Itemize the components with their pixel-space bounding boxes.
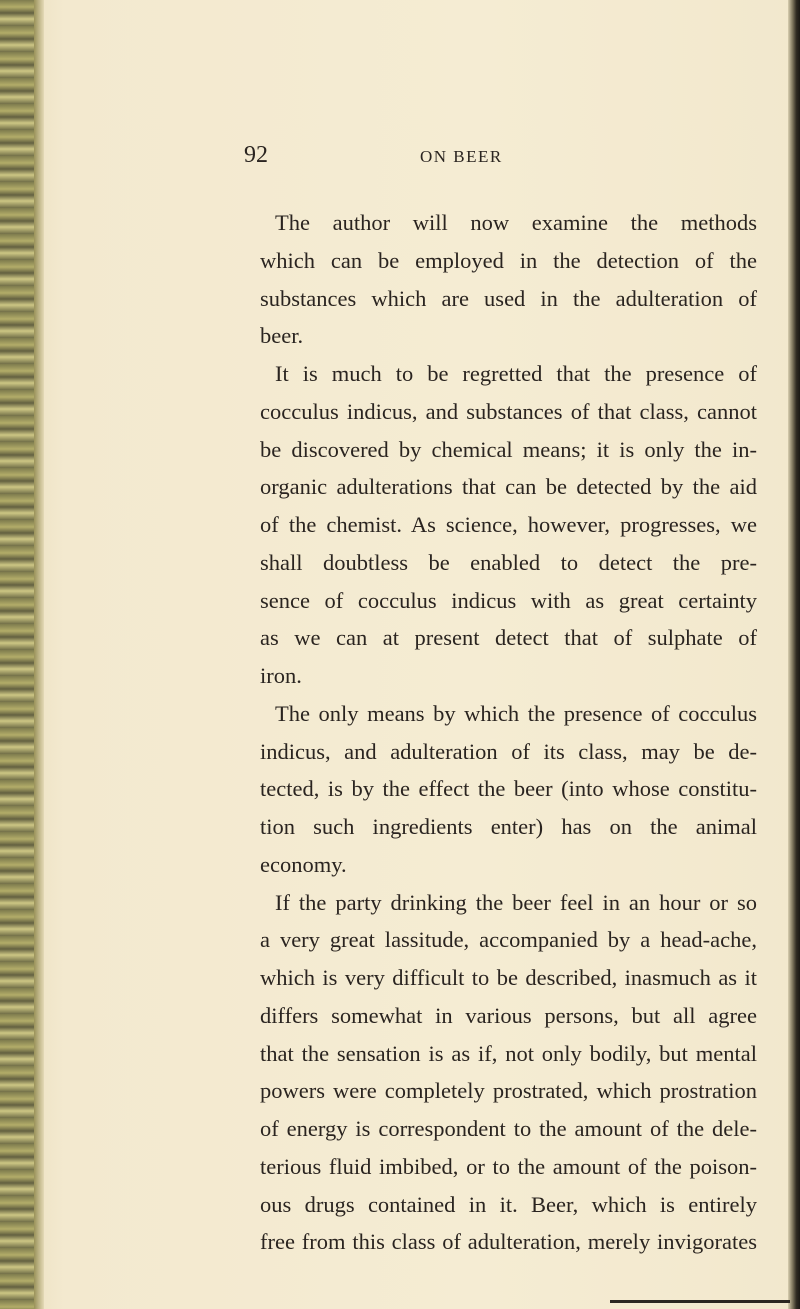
text-line: terious fluid imbibed, or to the amount of the poison- bbox=[260, 1153, 757, 1179]
text-line: which can be employed in the detection of the bbox=[260, 247, 757, 273]
body-text bbox=[260, 204, 757, 1261]
text-line: The author will now examine the methods bbox=[275, 210, 757, 235]
text-line: powers were completely prostrated, which prostration bbox=[260, 1078, 757, 1104]
text-line: be discovered by chemical means; it is only the in- bbox=[260, 436, 757, 462]
binding-shadow bbox=[34, 0, 44, 1309]
page-right-edge bbox=[788, 0, 800, 1309]
text-line: tion such ingredients enter) has on the animal bbox=[260, 814, 757, 839]
text-line: tected, is by the effect the beer (into whose constitu- bbox=[260, 776, 757, 802]
text-line: If the party drinking the beer feel in an hour or so bbox=[275, 889, 757, 915]
text-line: of the chemist. As science, however, progresses, we bbox=[260, 512, 757, 537]
text-line: sence of cocculus indicus with as great certainty bbox=[260, 587, 757, 613]
text-line: organic adulterations that can be detected by the aid bbox=[260, 474, 757, 500]
page-number: 92 bbox=[244, 142, 268, 168]
text-line: shall doubtless be enabled to detect the pre- bbox=[260, 549, 757, 575]
book-binding-edge bbox=[0, 0, 34, 1309]
text-line: economy. bbox=[260, 851, 347, 877]
text-line: as we can at present detect that of sulphate of bbox=[260, 625, 757, 651]
text-line: indicus, and adulteration of its class, may be de- bbox=[260, 738, 757, 764]
text-line: free from this class of adulteration, merely invigorates bbox=[260, 1229, 757, 1255]
text-line: of energy is correspondent to the amount of the dele- bbox=[260, 1116, 757, 1141]
text-line: The only means by which the presence of cocculus bbox=[275, 700, 757, 726]
text-line: differs somewhat in various persons, but all agree bbox=[260, 1002, 757, 1028]
text-line: beer. bbox=[260, 323, 304, 349]
text-line: which is very difficult to be described, inasmuch as it bbox=[260, 965, 757, 990]
text-line: cocculus indicus, and substances of that class, cannot bbox=[260, 398, 757, 424]
text-line: iron. bbox=[260, 663, 302, 688]
text-line: substances which are used in the adulteration of bbox=[260, 285, 757, 311]
running-head: ON BEER bbox=[420, 147, 503, 166]
text-line: that the sensation is as if, not only bodily, but mental bbox=[260, 1040, 757, 1066]
text-line: a very great lassitude, accompanied by a head-ache, bbox=[260, 927, 757, 953]
text-line: It is much to be regretted that the presence of bbox=[275, 361, 757, 386]
page-bottom-edge bbox=[610, 1300, 790, 1303]
text-line: ous drugs contained in it. Beer, which is entirely bbox=[260, 1191, 757, 1217]
